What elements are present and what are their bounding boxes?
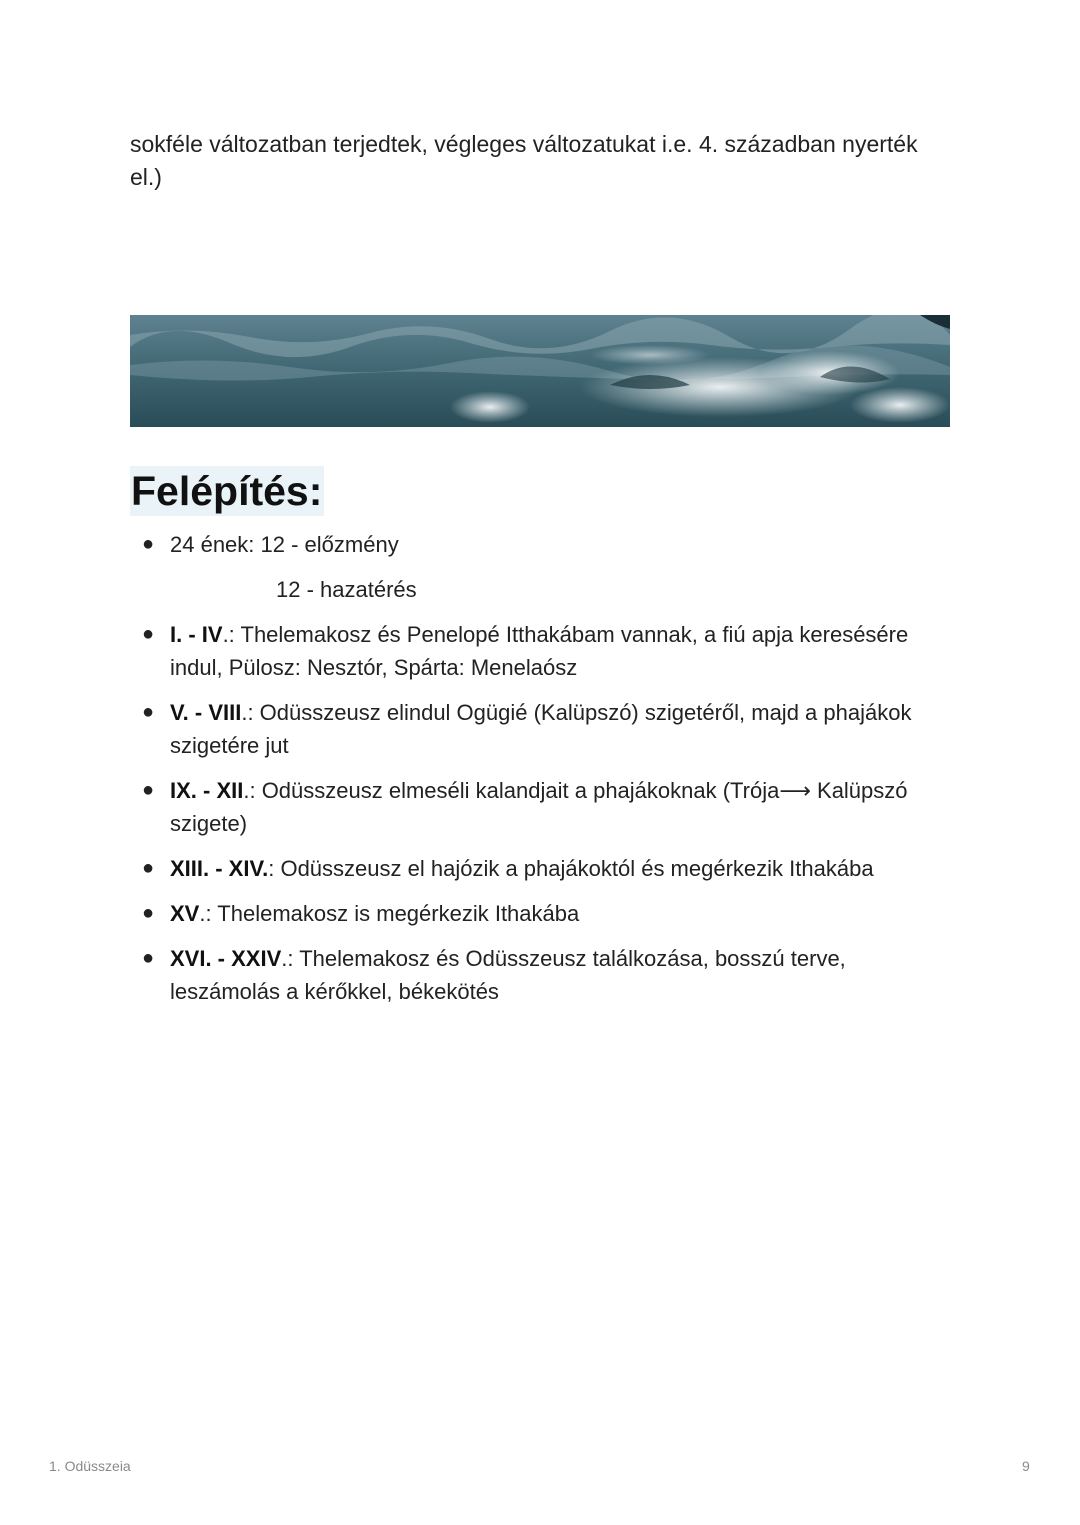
list-item	[130, 618, 960, 684]
list-item-text: .: Thelemakosz és Odüsszeusz találkozása, bosszú terve, leszámolás a kérőkkel, békekötés	[170, 946, 846, 1004]
list-item-text: .: Thelemakosz is megérkezik Ithakába	[199, 901, 580, 926]
list-item-text: .: Odüsszeusz elindul Ogügié (Kalüpszó) szigetéről, majd a phajákok szigetére jut	[170, 700, 912, 758]
bullet-icon: ●	[142, 857, 155, 879]
list-item-text: .: Thelemakosz és Penelopé Itthakábam vannak, a fiú apja keresésére indul, Pülosz: Nesztór, Spárta: Menelaósz	[170, 622, 909, 680]
book-range: XV	[170, 901, 200, 926]
book-range: XVI. - XXIV	[170, 946, 282, 971]
bullet-icon: ●	[142, 779, 155, 801]
list-item	[130, 528, 960, 606]
book-range: XIII. - XIV.	[170, 856, 269, 881]
bullet-icon: ●	[142, 533, 155, 555]
intro-paragraph: sokféle változatban terjedtek, végleges változatukat i.e. 4. században nyerték el.)	[130, 131, 918, 190]
bullet-icon: ●	[142, 902, 155, 924]
list-item	[130, 696, 960, 762]
list-item-text: : Odüsszeusz el hajózik a phajákoktól és megérkezik Ithakába	[268, 856, 874, 881]
list-item	[130, 774, 960, 840]
list-item	[130, 897, 960, 930]
chapter-outline-list	[130, 528, 960, 1008]
list-item-subline: 12 - hazatérés	[276, 577, 417, 602]
footer-document-title: 1. Odüsszeia	[49, 1458, 131, 1474]
list-item-text: .: Odüsszeusz elmeséli kalandjait a phajákoknak (Trója⟶ Kalüpszó szigete)	[170, 778, 908, 836]
list-item	[130, 852, 960, 885]
bullet-icon: ●	[142, 947, 155, 969]
book-range: IX. - XII	[170, 778, 244, 803]
footer-page-number: 9	[1022, 1458, 1030, 1474]
bullet-icon: ●	[142, 701, 155, 723]
book-range: V. - VIII	[170, 700, 242, 725]
book-range: I. - IV	[170, 622, 223, 647]
list-item	[130, 942, 960, 1008]
sea-waves-banner-image	[130, 315, 950, 427]
list-item-text: 24 ének: 12 - előzmény	[170, 532, 399, 557]
bullet-icon: ●	[142, 623, 155, 645]
section-heading: Felépítés:	[131, 468, 323, 514]
